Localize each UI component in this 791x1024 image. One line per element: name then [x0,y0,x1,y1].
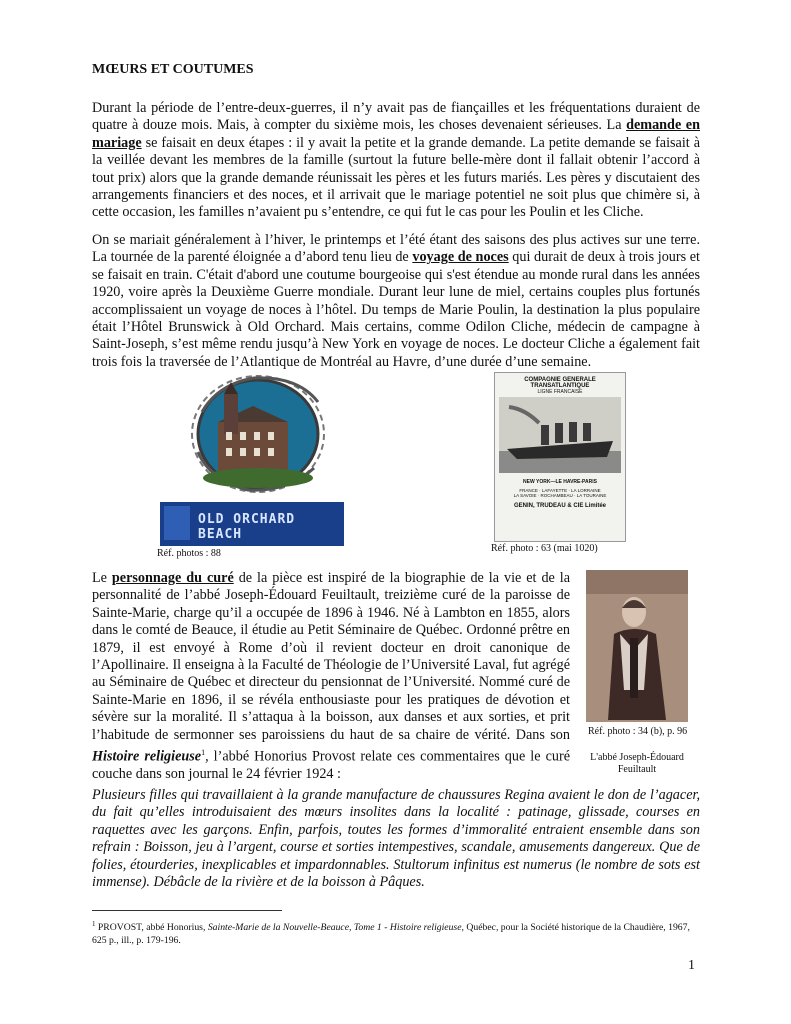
footnote-number: 1 [92,920,96,928]
footnote-text: PROVOST, abbé Honorius, [95,922,208,934]
cure-photo [586,570,688,722]
poster-agent: GENIN, TRUDEAU & CIE Limitée [513,503,606,509]
paragraph-text: de la pièce est inspiré de la biographie de la vie et de la personnalité de l’abbé Joseph-Édouard Feuiltault, treizième curé de la paroisse de Sainte-Marie, charge qu’il a occupée de 1896 à 1946. Né à Lambton en 1855, alors dans le comté de Beauce, il étudie au Petit Séminaire de Québec. Ordonné prêtre en 1879, il est envoyé à Rome d’où il revient docteur en droit canonique de l’Apollinaire. Il enseigna à la Faculté de Théologie de l’Université Laval, fut agrégé au Séminaire de Québec et directeur du pensionnat de l’Université. Nommé curé de Sainte-Marie en 1896, il se révéla enthousiaste pour les pratiques de dévotion et sévère sur la moralité. Il s’attaqua à la boisson, aux danses et aux sorties, et prit l’habitude de sermonner ses paroissiens du haut de sa chaire de vérité. Dans son [92,570,571,743]
paragraph-text: On se mariait généralement à l’hiver, le printemps et l’été étant des saisons des plus actives sur une terre. La tournée de la parenté éloignée a d’abord tenu lieu de [92,232,700,266]
page-title: MŒURS ET COUTUMES [92,62,254,77]
old-orchard-banner: OLD ORCHARD BEACH [198,512,296,542]
paragraph-text: qui durait de deux à trois jours et se faisait en train. C'était d'abord une coutume bourgeoise qui s'est étendue au monde rural dans les années 1920, voire après la Deuxième Guerre mondiale. Durant leur lune de miel, certains couples plus fortunés accomplissaient un voyage de noces à l’hôtel. Du temps de Marie Poulin, la destination la plus populaire était l’Hôtel Brunswick à Old Orchard. Mais certains, comme Odilon Cliche, médecin de campagne à Saint-Joseph, s’est même rendu jusqu’à New York en voyage de noces. Le docteur Cliche a également fait trois fois la traversée de l’Atlantique de Montréal au Havre, d’une durée d’une semaine. [92,249,700,370]
paragraph-text: se faisait en deux étapes : il y avait la petite et la grande demande. La petite demande se faisait à la veillée devant les membres de la famille (surtout la future belle-mère dont il fallait obtenir l’accord à tout prix) alors que la grande demande réunissait les pères et les futurs mariés. Les pères y discutaient des arrangements financiers et des noces, et il arrivait que le mariage potentiel ne soit plus que chimère si, à cette occasion, les familles n’avaient pu s’entendre, ce qui fut le cas pour les Poulin et les Cliche. [92,134,700,221]
paragraph-text: Durant la période de l’entre-deux-guerres, il n’y avait pas de fiançailles et les fréquentations duraient de quatre à douze mois. Mais, à compter du sixième mois, les choses devenaient sérieuses. La [92,100,700,134]
cure-name-line1: L'abbé Joseph-Édouard [590,752,684,763]
footnote-ref[interactable]: 1 [201,748,206,758]
footnote [92,918,702,947]
paragraph-text: Le [92,570,112,586]
voyage-de-noces-link[interactable]: voyage de noces [412,249,509,266]
cure-portrait [586,570,688,722]
demande-en-mariage-link[interactable]: demande en mariage [92,117,700,151]
paragraph-text: , l’abbé Honorius Provost relate ces commentaires que le curé couche dans son journal le 24 février 1924 : [92,748,570,783]
photo1-caption: Réf. photos : 88 [157,548,221,559]
paragraph-cure [92,570,570,784]
footnote-separator [92,910,282,911]
poster-ships-2: LA SAVOIE · ROCHAMBEAU · LA TOURAINE [513,493,607,498]
page-number: 1 [688,958,695,973]
photo2-caption: Réf. photo : 63 (mai 1020) [491,543,598,554]
journal-quote: Plusieurs filles qui travaillaient à la grande manufacture de chaussures Regina avaient le don de l’agacer, du fait qu’elles introduisaient des mœurs insolites dans la localité : patinage, glissade, courses en raquettes avec les garçons. Enfin, parfois, toutes les formes d’immoralité entraient ensemble dans son refrain : Boisson, jeu à l’argent, course et sorties intempestives, scandale, amusements dangereux. Que de folies, étourderies, inexplicables et impardonnables. Stultorum infinitus est numerus (le nombre de sots est immense). Débâcle de la rivière et de la boisson à Pâques. [92,787,700,891]
histoire-religieuse-title: Histoire religieuse [92,748,202,765]
paragraph-fiancailles [92,100,700,222]
poster-route: NEW YORK—LE HAVRE-PARIS [523,479,597,485]
footnote-text: , Québec, pour la Société historique de la Chaudière, 1967, 625 p., ill., p. 179-196. [92,922,690,946]
transatlantique-poster [494,372,626,542]
photo3-caption: Réf. photo : 34 (b), p. 96 [588,726,688,737]
cure-name-line2: Feuiltault [617,764,657,775]
photo3-name [586,752,688,776]
footnote-book-title: Sainte-Marie de la Nouvelle-Beauce, Tome 1 - Histoire religieuse [207,922,462,934]
paragraph-mariage [92,232,700,371]
ship-illustration [495,395,625,475]
poster-title: COMPAGNIE GENERALE TRANSATLANTIQUE [524,377,596,389]
poster-ships-1: FRANCE · LAFAYETTE · LA LORRAINE [519,488,601,493]
old-orchard-photo [158,372,346,548]
personnage-du-cure-link[interactable]: personnage du curé [111,570,234,586]
poster-subtitle: LIGNE FRANCAISE [537,389,583,395]
